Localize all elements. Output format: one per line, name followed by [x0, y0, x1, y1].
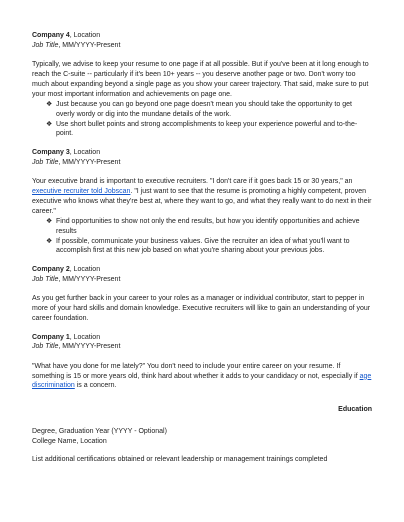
bullet-text: If possible, communicate your business values. Give the recruiter an idea of what you'll want to accomplish first at this new job based on what you're sharing about your previous jobs. — [56, 237, 350, 255]
age-discrimination-link[interactable]: age discrimination — [32, 372, 372, 390]
job-title: Job Title — [32, 158, 59, 166]
company-location: , Location — [69, 333, 101, 341]
company-name: Company 4 — [32, 32, 70, 39]
bullet-text: Use short bullet points and strong accomplishments to keep your experience powerful and to-the-point. — [56, 120, 358, 138]
company-location: , Location — [69, 32, 101, 39]
job-dates: , MM/YYYY-Present — [58, 158, 121, 166]
job-title: Job Title — [32, 275, 59, 283]
company-heading — [32, 333, 372, 343]
job-dates: , MM/YYYY-Present — [58, 41, 121, 49]
job-title-line — [32, 41, 372, 51]
bullet-text: Find opportunities to show not only the end results, but how you identify opportunities and achieve results — [56, 218, 360, 235]
diamond-bullet-icon: ❖ — [46, 237, 53, 245]
description-text: "What have you done for me lately?" You don't need to include your entire career on your resume. If something is 15 or more years old, think hard about whether it adds to your candidacy or not, especially if — [32, 362, 360, 380]
company-name: Company 2 — [32, 266, 70, 274]
job-title: Job Title — [32, 41, 59, 49]
company-entry — [32, 31, 372, 139]
bullet-list — [46, 100, 372, 139]
job-title-line — [32, 342, 372, 352]
education-entry — [32, 427, 372, 446]
bullet-item — [46, 120, 372, 139]
job-dates: , MM/YYYY-Present — [58, 275, 121, 283]
company-description: As you get further back in your career to your roles as a manager or individual contributor, start to pepper in more of your hard skills and domain knowledge. Executive recruiters will like to gain an understanding of your career foundation. — [32, 295, 371, 322]
company-heading — [32, 31, 372, 41]
bullet-item — [46, 217, 372, 236]
resume-content — [32, 31, 372, 465]
diamond-bullet-icon: ❖ — [46, 101, 53, 109]
company-name: Company 3 — [32, 149, 70, 157]
company-entry — [32, 333, 372, 392]
company-heading — [32, 148, 372, 158]
company-entry — [32, 265, 372, 324]
company-heading — [32, 265, 372, 275]
company-entry — [32, 148, 372, 256]
job-title: Job Title — [32, 343, 59, 351]
description-text: Your executive brand is important to executive recruiters. "I don't care if it goes back 15 or 30 years," an — [32, 178, 353, 186]
company-description — [32, 177, 372, 216]
company-name: Company 1 — [32, 333, 70, 341]
bullet-text: Just because you can go beyond one page doesn't mean you should take the opportunity to get overly wordy or dig into the mundane details of the work. — [56, 101, 352, 118]
description-text: . "I just want to see that the resume is promoting a highly competent, proven executive who knows what they're best at, where they want to go, and what they really want to do next in their career." — [32, 188, 372, 215]
college-line: College Name, Location — [32, 437, 107, 445]
education-heading: Education — [338, 406, 372, 414]
job-title-line — [32, 158, 372, 168]
executive-recruiter-link[interactable]: executive recruiter told Jobscan — [32, 188, 131, 196]
bullet-item — [46, 237, 372, 256]
bullet-list — [46, 217, 372, 256]
degree-line: Degree, Graduation Year (YYYY - Optional) — [32, 427, 167, 435]
company-description — [32, 362, 372, 391]
company-location: , Location — [69, 266, 101, 274]
company-description: Typically, we advise to keep your resume to one page if at all possible. But if you've been at it long enough to reach the C-suite -- particularly if it's been 10+ years -- you deserve another page or two. Don't worry too much about expanding beyond a single page as you show your career trajectory. That said, make sure to put your most important information and achievements on page one. — [32, 61, 369, 98]
diamond-bullet-icon: ❖ — [46, 218, 53, 226]
job-title-line — [32, 275, 372, 285]
bullet-item — [46, 100, 372, 119]
job-dates: , MM/YYYY-Present — [58, 343, 121, 351]
company-location: , Location — [69, 149, 101, 157]
diamond-bullet-icon: ❖ — [46, 120, 53, 128]
description-text: is a concern. — [74, 382, 117, 390]
certifications-note: List additional certifications obtained or relevant leadership or management trainings completed — [32, 456, 328, 464]
